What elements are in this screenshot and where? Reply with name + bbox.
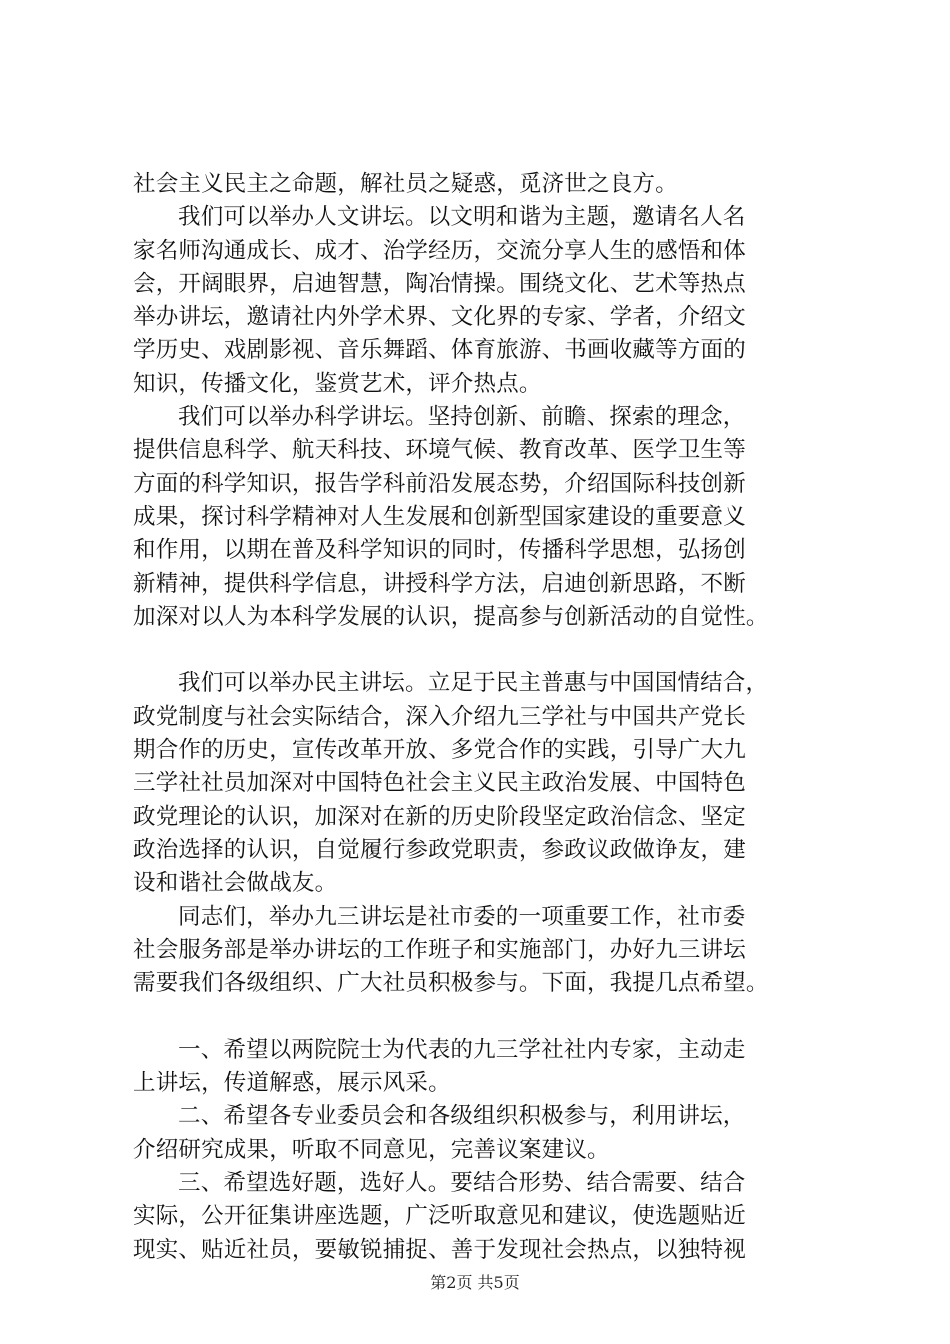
text-line: 和作用，以期在普及科学知识的同时，传播科学思想，弘扬创 <box>133 537 746 564</box>
text-line: 我们可以举办科学讲坛。坚持创新、前瞻、探索的理念， <box>178 404 746 431</box>
text-line: 介绍研究成果，听取不同意见，完善议案建议。 <box>133 1136 610 1163</box>
text-line: 二、希望各专业委员会和各级组织积极参与，利用讲坛， <box>178 1103 746 1130</box>
text-line: 新精神，提供科学信息，讲授科学方法，启迪创新思路，不断 <box>133 570 746 597</box>
text-line: 同志们，举办九三讲坛是社市委的一项重要工作，社市委 <box>178 903 746 930</box>
text-line: 家名师沟通成长、成才、治学经历，交流分享人生的感悟和体 <box>133 237 746 264</box>
text-line: 需要我们各级组织、广大社员积极参与。下面，我提几点希望。 <box>133 970 769 997</box>
paragraph-gap <box>133 634 853 667</box>
text-line: 我们可以举办人文讲坛。以文明和谐为主题，邀请名人名 <box>178 204 746 231</box>
text-line: 会，开阔眼界，启迪智慧，陶冶情操。围绕文化、艺术等热点 <box>133 270 746 297</box>
text-line: 学历史、戏剧影视、音乐舞蹈、体育旅游、书画收藏等方面的 <box>133 337 746 364</box>
text-line: 成果，探讨科学精神对人生发展和创新型国家建设的重要意义 <box>133 503 746 530</box>
text-line: 政党制度与社会实际结合，深入介绍九三学社与中国共产党长 <box>133 703 746 730</box>
text-line: 实际，公开征集讲座选题，广泛听取意见和建议，使选题贴近 <box>133 1203 746 1230</box>
page-number-footer: 第2页 共5页 <box>430 1273 520 1292</box>
text-line: 我们可以举办民主讲坛。立足于民主普惠与中国国情结合， <box>178 670 769 697</box>
text-line: 政治选择的认识，自觉履行参政党职责，参政议政做诤友，建 <box>133 836 746 863</box>
text-line: 一、希望以两院院士为代表的九三学社社内专家，主动走 <box>178 1036 746 1063</box>
text-line: 方面的科学知识，报告学科前沿发展态势，介绍国际科技创新 <box>133 470 746 497</box>
text-line: 提供信息科学、航天科技、环境气候、教育改革、医学卫生等 <box>133 437 746 464</box>
text-line: 现实、贴近社员，要敏锐捕捉、善于发现社会热点，以独特视 <box>133 1236 746 1263</box>
paragraph-gap <box>133 1000 853 1033</box>
text-line: 期合作的历史，宣传改革开放、多党合作的实践，引导广大九 <box>133 737 746 764</box>
text-line: 社会主义民主之命题，解社员之疑惑，觅济世之良方。 <box>133 171 678 197</box>
text-line: 三、希望选好题，选好人。要结合形势、结合需要、结合 <box>178 1169 746 1196</box>
text-line: 知识，传播文化，鉴赏艺术，评介热点。 <box>133 370 542 397</box>
document-body <box>133 168 853 1267</box>
text-line: 上讲坛，传道解惑，展示风采。 <box>133 1070 451 1097</box>
text-line: 三学社社员加深对中国特色社会主义民主政治发展、中国特色 <box>133 770 746 797</box>
text-line: 举办讲坛，邀请社内外学术界、文化界的专家、学者，介绍文 <box>133 304 746 331</box>
text-line: 政党理论的认识，加深对在新的历史阶段坚定政治信念、坚定 <box>133 803 746 830</box>
text-line: 设和谐社会做战友。 <box>133 870 338 897</box>
text-line: 社会服务部是举办讲坛的工作班子和实施部门，办好九三讲坛 <box>133 936 746 963</box>
text-line: 加深对以人为本科学发展的认识，提高参与创新活动的自觉性。 <box>133 603 769 630</box>
